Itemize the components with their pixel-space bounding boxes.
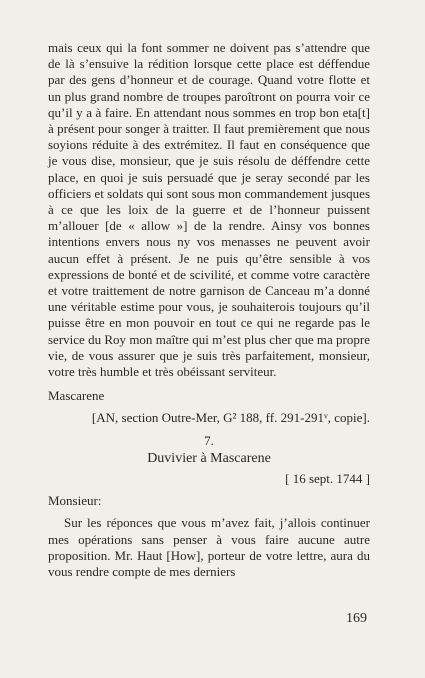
document-date: [ 16 sept. 1744 ] (285, 471, 370, 487)
source-citation: [AN, section Outre-Mer, G² 188, ff. 291-291ᵛ, copie]. (91, 410, 370, 426)
page-number: 169 (346, 611, 367, 626)
signature: Mascarene (48, 388, 105, 404)
second-letter-paragraph: Sur les réponces que vous m’avez fait, j’allois continuer mes opérations sans penser à vous faire aucune autre proposition. Mr. Haut [How], porteur de votre lettre, aura du vous rendre compte de mes derniers (48, 515, 370, 580)
letter-body-paragraph: mais ceux qui la font sommer ne doivent pas s’attendre que de là s’ensuive la rédition lorsque cette place est déffendue par des gens d’honneur et de courage. Quand votre flotte et un plus grand nombre de troupes paroîtront on pourra voir ce qu’il y a à faire. En attendant nous sommes en trop bon eta[t] à présent pour songer à traitter. Il faut premièrement que nous soyions réduite à des extrémitez. Il faut en conséquence que je vous dise, monsieur, que je suis résolu de déffendre cette place, en quoi je suis persuadé que je seray secondé par les officiers et soldats qui sont sous mon commandement jusques à ce que les loix de la guerre et de l’honneur puissent m’allouer [de « allow »] de la rendre. Ainsy vos bonnes intentions envers nous ny vos menasses ne peuvent avoir aucun effet à présent. Je ne puis qu’être sensible à vos expressions de bonté et de scivilité, et comme votre caractère et votre traittement de notre garnison de Canceau m’a donné une véritable estime pour vous, je souhaiterois toujours qu’il puisse être en mon pouvoir en tout ce qui ne regarde pas le service du Roy mon maître qui m’est plus cher que ma propre vie, de vous assurer que je suis très parfaitement, monsieur, votre très humble et très obéissant serviteur. (48, 40, 370, 380)
salutation: Monsieur: (48, 493, 102, 509)
document-title: Duvivier à Mascarene (147, 450, 271, 466)
document-number: 7. (204, 432, 214, 448)
text-block (48, 40, 370, 580)
